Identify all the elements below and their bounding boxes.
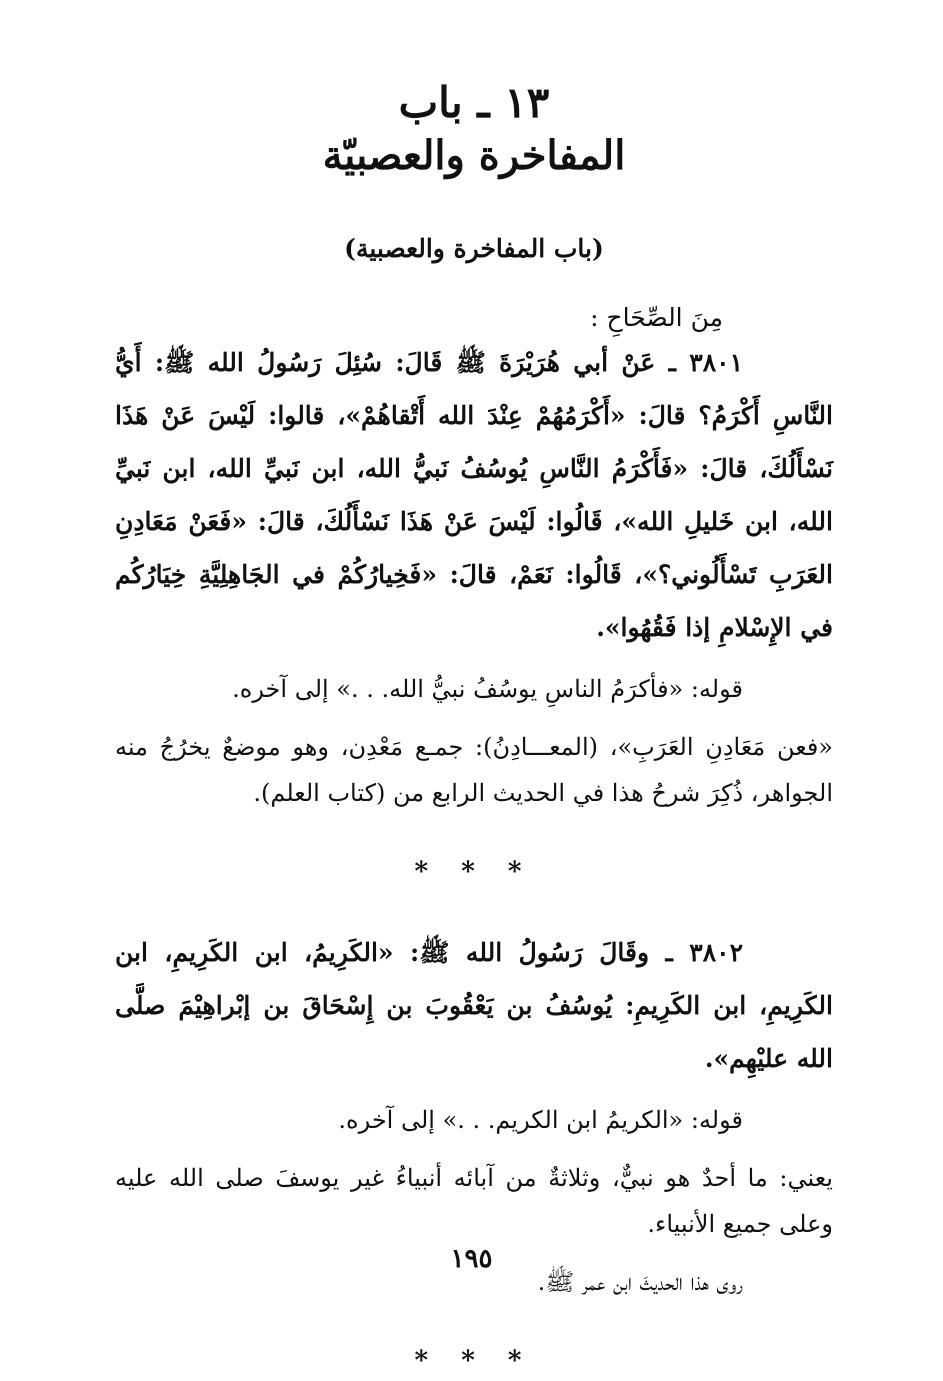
commentary-3801-explanation: «فعن مَعَادِنِ العَرَبِ»، (المعـــادِنُ): جمـع مَعْدِن، وهو موضعٌ يخرُجُ منه الجواهر، ذُكِرَ شرحُ هذا في الحديث الرابع من (كتاب العلم). <box>115 733 833 807</box>
commentary-3801-quote: قوله: «فأكرَمُ الناسِ يوسُفُ نبيُّ الله. . .» إلى آخره. <box>232 675 743 703</box>
separator-asterisks: * * * <box>414 857 534 887</box>
chapter-title: المفاخرة والعصبيّة <box>322 132 626 179</box>
commentary-3802-quote: قوله: «الكريمُ ابن الكريم. . .» إلى آخره. <box>338 1106 743 1134</box>
section-label: مِنَ الصِّحَاحِ : <box>590 303 723 332</box>
hadith-3802: ٣٨٠٢ ـ وقَالَ رَسُولُ الله ﷺ: «الكَرِيمُ، ابن الكَرِيمِ، ابن الكَرِيمِ، ابن الكَرِيمِ: يُوسُفُ بن يَعْقُوبَ بن إِسْحَاقَ بن إبْراهِيْمَ صلَّى الله عليْهِم». <box>115 938 833 1073</box>
page-number: ١٩٥ <box>450 1244 493 1274</box>
commentary-3802-narrator: روى هذا الحديثَ ابن عمر ﷺ. <box>537 1268 743 1296</box>
hadith-3801: ٣٨٠١ ـ عَنْ أبي هُرَيْرَةَ ﷺ قَالَ: سُئِلَ رَسُولُ الله ﷺ: أَيُّ النَّاسِ أَكْرَمُ؟ قالَ: «أَكْرَمُهُمْ عِنْدَ الله أَتْقاهُمْ»، قالوا: لَيْسَ عَنْ هَذَا نَسْأَلُكَ، قالَ: «فَأَكْرَمُ النَّاسِ يُوسُفُ نَبيُّ الله، ابن نَبيِّ الله، ابن نَبيِّ الله، ابن خَليلِ الله»، قَالُوا: لَيْسَ عَنْ هَذَا نَسْأَلُكَ، قالَ: «فَعَنْ مَعَادِنِ العَرَبِ تَسْأَلُوني؟»، قَالُوا: نَعَمْ، قالَ: «فَخِيارُكُمْ في الجَاهِلِيَّةِ خِيَارُكُم في الإِسْلامِ إذا فَقُهُوا». <box>115 348 833 642</box>
sub-title: (باب المفاخرة والعصبية) <box>344 234 604 263</box>
chapter-number: ١٣ ـ باب <box>398 78 550 127</box>
commentary-3802-explanation: يعني: ما أحدٌ هو نبيٌّ، وثلاثةٌ من آبائه أنبياءُ غير يوسفَ صلى الله عليه وعلى جميع الأنبياء. <box>115 1164 833 1238</box>
separator-asterisks-2: * * * <box>414 1346 534 1376</box>
